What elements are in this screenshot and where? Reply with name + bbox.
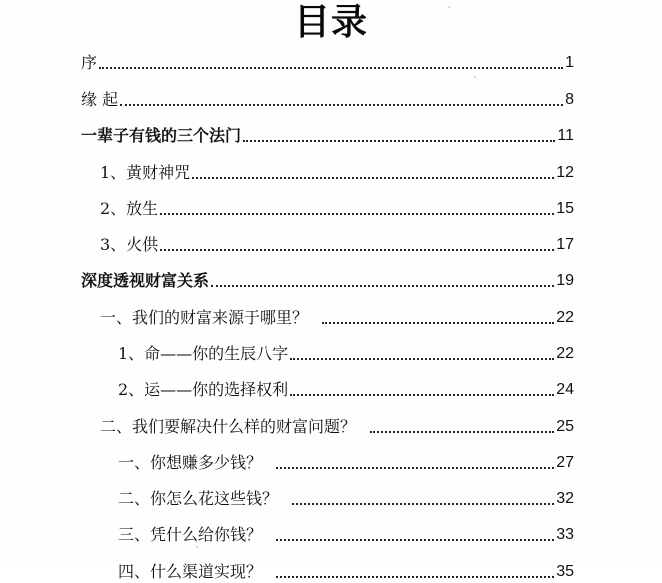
toc-entry-page-number: 22 (556, 309, 574, 326)
toc-entry[interactable] (118, 557, 574, 583)
dot-leader (160, 248, 554, 251)
toc-entry[interactable] (118, 375, 574, 401)
toc-entry-label: 2、运——你的选择权利 (118, 380, 289, 399)
dot-leader (292, 502, 554, 505)
dot-leader (192, 176, 554, 179)
toc-entry-label: 一辈子有钱的三个法门 (81, 126, 242, 145)
toc-entry-page-number: 27 (556, 454, 574, 471)
dot-leader (99, 66, 563, 69)
toc-entry-page-number: 12 (556, 164, 574, 181)
toc-entry[interactable] (118, 484, 574, 510)
scan-speck (474, 76, 476, 78)
toc-entry-label: 1、命——你的生辰八字 (118, 344, 289, 363)
dot-leader (211, 284, 554, 287)
dot-leader (322, 321, 554, 324)
toc-entry-label: 序 (81, 53, 98, 72)
toc-entry[interactable] (81, 266, 574, 292)
toc-entry-page-number: 19 (556, 272, 574, 289)
toc-entry[interactable] (81, 48, 574, 74)
dot-leader (276, 466, 554, 469)
toc-entry-page-number: 35 (556, 563, 574, 580)
toc-entry-page-number: 25 (556, 418, 574, 435)
scan-speck (196, 546, 198, 548)
scan-speck (448, 6, 450, 8)
dot-leader (276, 538, 554, 541)
dot-leader (370, 430, 554, 433)
toc-entry-label: 2、放生 (100, 199, 159, 218)
dot-leader (243, 139, 555, 142)
toc-entry-page-number: 24 (556, 381, 574, 398)
toc-entry-label: 一、我们的财富来源于哪里？ (100, 308, 309, 327)
toc-entry[interactable] (118, 448, 574, 474)
dot-leader (290, 393, 554, 396)
toc-entry[interactable] (100, 230, 574, 256)
toc-entry-page-number: 11 (557, 127, 574, 144)
toc-entry-page-number: 32 (556, 490, 574, 507)
toc-entry[interactable] (81, 121, 574, 147)
toc-entry-page-number: 22 (556, 345, 574, 362)
dot-leader (276, 575, 554, 578)
toc-entry-label: 一、你想赚多少钱？ (118, 453, 263, 472)
toc-entry-page-number: 33 (556, 526, 574, 543)
toc-entry-label: 四、什么渠道实现？ (118, 562, 263, 581)
toc-entry-label: 二、我们要解决什么样的财富问题？ (100, 417, 357, 436)
toc-entry-page-number: 1 (565, 54, 574, 71)
toc-entry-label: 3、火供 (100, 235, 159, 254)
toc-entry-label: 深度透视财富关系 (81, 271, 210, 290)
toc-entry[interactable] (100, 194, 574, 220)
dot-leader (160, 212, 554, 215)
toc-entry-page-number: 8 (565, 91, 574, 108)
toc-entry-label: 缘 起 (81, 90, 119, 109)
toc-entry[interactable] (118, 339, 574, 365)
toc-entry[interactable] (118, 520, 574, 546)
dot-leader (290, 357, 554, 360)
toc-entry[interactable] (100, 158, 574, 184)
toc-entry[interactable] (100, 303, 574, 329)
dot-leader (120, 103, 563, 106)
toc-entry-label: 1、黄财神咒 (100, 163, 191, 182)
toc-entry-label: 二、你怎么花这些钱？ (118, 489, 279, 508)
toc-entry-page-number: 17 (556, 236, 574, 253)
toc-entry[interactable] (100, 412, 574, 438)
toc-entry[interactable] (81, 85, 574, 111)
toc-entry-page-number: 15 (556, 200, 574, 217)
toc-entry-label: 三、凭什么给你钱？ (118, 525, 263, 544)
toc-title: 目录 (293, 2, 368, 43)
